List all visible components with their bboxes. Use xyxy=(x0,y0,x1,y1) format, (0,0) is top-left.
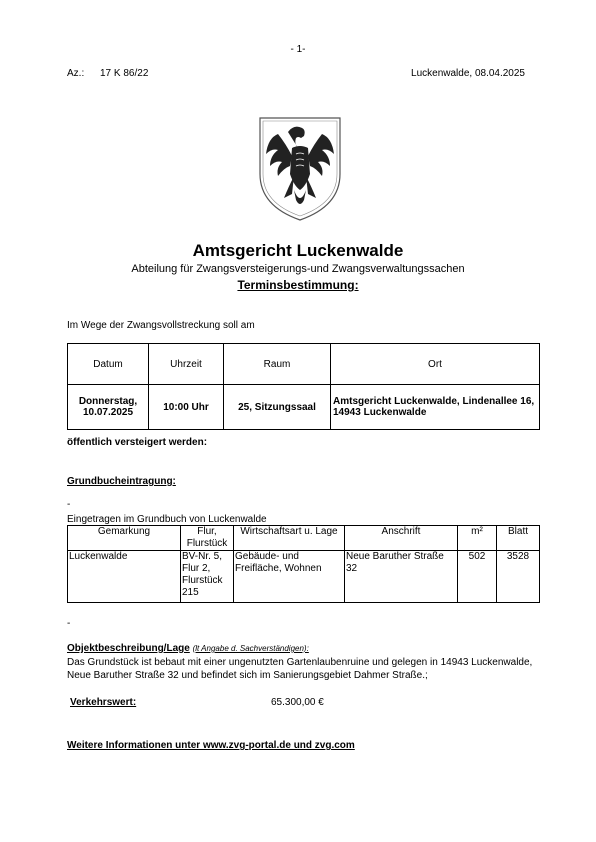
object-heading-label: Objektbeschreibung/Lage xyxy=(67,643,190,654)
land-register-table xyxy=(67,525,540,603)
cell-area: 502 xyxy=(458,551,497,603)
header-room: Raum xyxy=(224,344,331,385)
header-wirtschaftsart: Wirtschaftsart u. Lage xyxy=(234,526,345,551)
table-header-row xyxy=(68,526,540,551)
land-register-intro: Eingetragen im Grundbuch von Luckenwalde xyxy=(67,514,267,525)
header-time: Uhrzeit xyxy=(149,344,224,385)
cell-flur: BV-Nr. 5, Flur 2, Flurstück 215 xyxy=(181,551,234,603)
object-heading-note: (lt Angabe d. Sachverständigen): xyxy=(192,644,309,653)
file-number: 17 K 86/22 xyxy=(100,68,149,79)
appointment-date: Donnerstag, 10.07.2025 xyxy=(68,385,149,430)
appointment-place: Amtsgericht Luckenwalde, Lindenallee 16, 14943 Luckenwalde xyxy=(331,385,540,430)
cell-wirtschaftsart: Gebäude- und Freifläche, Wohnen xyxy=(234,551,345,603)
header-anschrift: Anschrift xyxy=(345,526,458,551)
object-heading xyxy=(67,643,309,654)
cell-blatt: 3528 xyxy=(497,551,540,603)
appointment-room: 25, Sitzungssaal xyxy=(224,385,331,430)
separator-dash: - xyxy=(67,618,71,629)
appointment-time: 10:00 Uhr xyxy=(149,385,224,430)
market-value-label: Verkehrswert: xyxy=(70,697,137,708)
intro-text: Im Wege der Zwangsvollstreckung soll am xyxy=(67,320,255,331)
appointment-table xyxy=(67,343,540,430)
file-number-label: Az.: xyxy=(67,68,85,79)
table-row xyxy=(68,385,540,430)
cell-gemarkung: Luckenwalde xyxy=(68,551,181,603)
header-gemarkung: Gemarkung xyxy=(68,526,181,551)
object-description: Das Grundstück ist bebaut mit einer ungenutzten Gartenlaubenruine und gelegen in 14943 Luckenwalde, Neue Baruther Straße 32 und befindet sich im Sanierungsgebiet Dahmer Straße.; xyxy=(67,657,533,681)
header-date: Datum xyxy=(68,344,149,385)
page-number: - 1- xyxy=(290,44,306,55)
brandenburg-eagle-crest-icon xyxy=(258,114,342,222)
document-title: Terminsbestimmung: xyxy=(237,278,359,292)
header-place: Ort xyxy=(331,344,540,385)
more-info-link[interactable]: Weitere Informationen unter www.zvg-portal.de und zvg.com xyxy=(67,740,355,751)
court-name: Amtsgericht Luckenwalde xyxy=(192,241,404,260)
cell-anschrift: Neue Baruther Straße 32 xyxy=(345,551,458,603)
header-flur: Flur, Flurstück xyxy=(181,526,234,551)
land-register-heading: Grundbucheintragung: xyxy=(67,476,176,487)
header-area: m² xyxy=(458,526,497,551)
market-value: 65.300,00 € xyxy=(271,697,324,708)
header-blatt: Blatt xyxy=(497,526,540,551)
court-department: Abteilung für Zwangsversteigerungs-und Zwangsverwaltungssachen xyxy=(131,263,465,275)
place-date: Luckenwalde, 08.04.2025 xyxy=(411,68,525,79)
separator-dash: - xyxy=(67,499,71,510)
table-row xyxy=(68,551,540,603)
auction-statement: öffentlich versteigert werden: xyxy=(67,437,208,448)
table-header-row xyxy=(68,344,540,385)
